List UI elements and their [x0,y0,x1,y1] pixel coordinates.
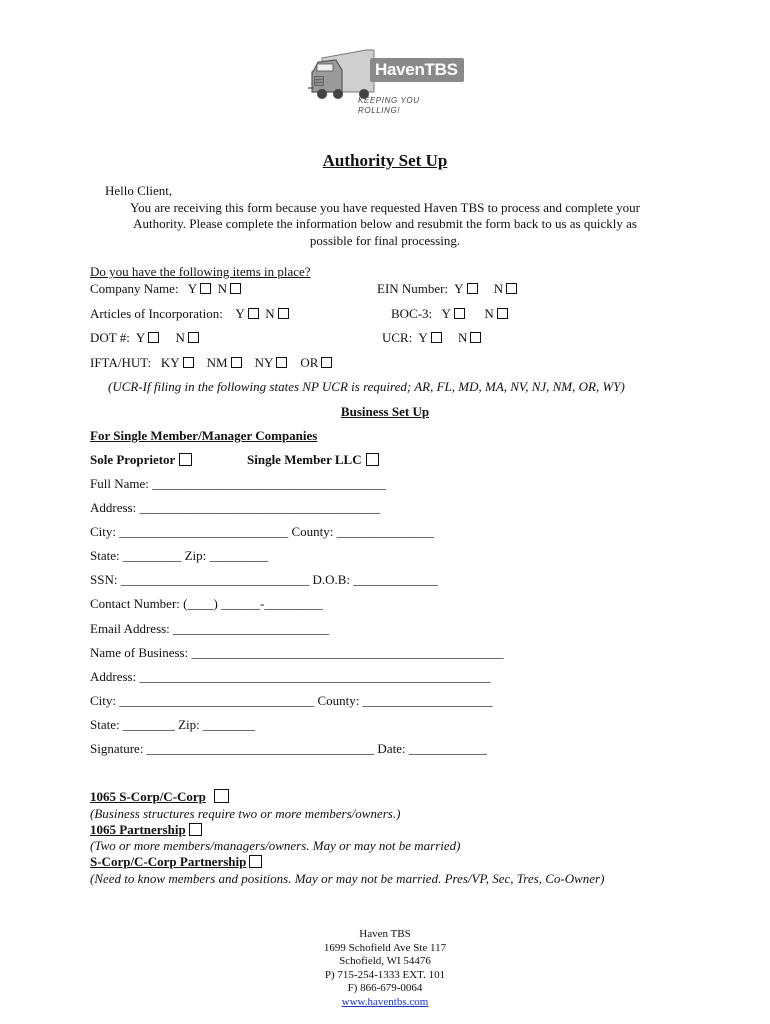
ucr-yes-checkbox[interactable] [431,332,442,343]
email-field[interactable]: Email Address: ________________________ [90,621,330,636]
haventbs-logo [308,48,464,115]
y-label: Y [135,330,146,345]
ein-yes-checkbox[interactable] [467,283,478,294]
business-address-field[interactable]: Address: ______________________________________________________ [90,669,491,684]
boc3-row [391,306,508,322]
partnership-checkbox[interactable] [189,823,202,836]
ifta-nm-checkbox[interactable] [231,357,242,368]
y-label: Y [441,306,451,321]
ein-no-checkbox[interactable] [506,283,517,294]
sccorp-note: (Need to know members and positions. May or may not be married. Pres/VP, Sec, Tres, Co-Owner) [90,871,605,886]
intro-line-1: You are receiving this form because you have requested Haven TBS to process and complete your [130,200,640,215]
articles-yes-checkbox[interactable] [248,308,259,319]
boc3-label: BOC-3: [391,306,433,321]
company-name-yes-checkbox[interactable] [200,283,211,294]
scorp-option [90,789,229,805]
company-name-no-checkbox[interactable] [230,283,241,294]
ny-label: NY [254,355,274,370]
articles-row [90,306,289,322]
single-member-llc-option [247,452,379,468]
address-field[interactable]: Address: _____________________________________ [90,500,380,515]
ein-row [377,281,517,297]
articles-label: Articles of Incorporation: [90,306,223,321]
dot-row [90,330,199,346]
y-label: Y [235,306,245,321]
single-member-heading: For Single Member/Manager Companies [90,428,318,443]
ifta-ky-checkbox[interactable] [183,357,194,368]
sole-proprietor-option [90,452,192,468]
n-label: N [265,306,275,321]
dot-label: DOT #: [90,330,130,345]
company-name-label: Company Name: [90,281,179,296]
n-label: N [493,281,504,296]
footer-city: Schofield, WI 54476 [339,955,431,967]
partnership-note: (Two or more members/managers/owners. May or may not be married) [90,838,461,853]
page-title: Authority Set Up [322,151,448,170]
items-question: Do you have the following items in place? [90,264,311,279]
scorp-label: 1065 S-Corp/C-Corp [90,789,206,804]
single-member-llc-checkbox[interactable] [366,453,379,466]
ifta-or-checkbox[interactable] [321,357,332,368]
footer [0,928,770,1009]
logo-tagline: KEEPING YOU ROLLING! [358,96,420,115]
sccorp-partnership-label: S-Corp/C-Corp Partnership [90,854,247,869]
ifta-ny-checkbox[interactable] [276,357,287,368]
ein-label: EIN Number: [377,281,449,296]
footer-address: 1699 Schofield Ave Ste 117 [323,941,447,954]
footer-company: Haven TBS [359,928,411,940]
logo-wordmark: HavenTBS [370,58,464,82]
n-label: N [458,330,468,345]
sccorp-partnership-option [90,854,262,870]
y-label: Y [187,281,198,296]
nm-label: NM [206,355,228,370]
n-label: N [484,306,494,321]
footer-website-link[interactable]: www.haventbs.com [341,995,429,1008]
y-label: Y [418,330,428,345]
business-name-field[interactable]: Name of Business: ________________________________________________ [90,645,504,660]
ifta-row [90,355,332,371]
ssn-dob-field[interactable]: SSN: _____________________________ D.O.B: _____________ [90,572,438,587]
sccorp-partnership-checkbox[interactable] [249,855,262,868]
partnership-option [90,822,202,838]
signature-date-field[interactable]: Signature: ___________________________________ Date: ____________ [90,741,487,756]
ucr-row [382,330,481,346]
articles-no-checkbox[interactable] [278,308,289,319]
dot-no-checkbox[interactable] [188,332,199,343]
or-label: OR [300,355,319,370]
single-member-llc-label: Single Member LLC [247,452,362,467]
greeting: Hello Client, [105,183,173,198]
partnership-label: 1065 Partnership [90,822,186,837]
city-county-field[interactable]: City: __________________________ County: _______________ [90,524,435,539]
ifta-label: IFTA/HUT: [90,355,152,370]
intro-line-3: possible for final processing. [309,233,461,248]
sole-proprietor-checkbox[interactable] [179,453,192,466]
ucr-note: (UCR-If filing in the following states NP UCR is required; AR, FL, MD, MA, NV, NJ, NM, OR, WY) [108,379,625,394]
boc3-no-checkbox[interactable] [497,308,508,319]
boc3-yes-checkbox[interactable] [454,308,465,319]
business-state-zip-field[interactable]: State: ________ Zip: ________ [90,717,256,732]
scorp-checkbox[interactable] [214,789,229,803]
dot-yes-checkbox[interactable] [148,332,159,343]
ky-label: KY [160,355,180,370]
n-label: N [175,330,185,345]
company-name-row [90,281,241,297]
n-label: N [217,281,228,296]
ucr-no-checkbox[interactable] [470,332,481,343]
business-heading: Business Set Up [340,404,430,419]
state-zip-field[interactable]: State: _________ Zip: _________ [90,548,269,563]
intro-line-2: Authority. Please complete the information below and resubmit the form back to us as quickly as [133,216,637,231]
sole-proprietor-label: Sole Proprietor [90,452,176,467]
scorp-note: (Business structures require two or more members/owners.) [90,806,401,821]
business-city-county-field[interactable]: City: ______________________________ County: ____________________ [90,693,493,708]
ucr-label: UCR: [382,330,413,345]
footer-fax: F) 866-679-0064 [347,982,423,994]
footer-phone: P) 715-254-1333 EXT. 101 [324,968,446,981]
contact-number-field[interactable]: Contact Number: (____) ______-_________ [90,596,323,611]
full-name-field[interactable]: Full Name: ____________________________________ [90,476,387,491]
y-label: Y [454,281,464,296]
